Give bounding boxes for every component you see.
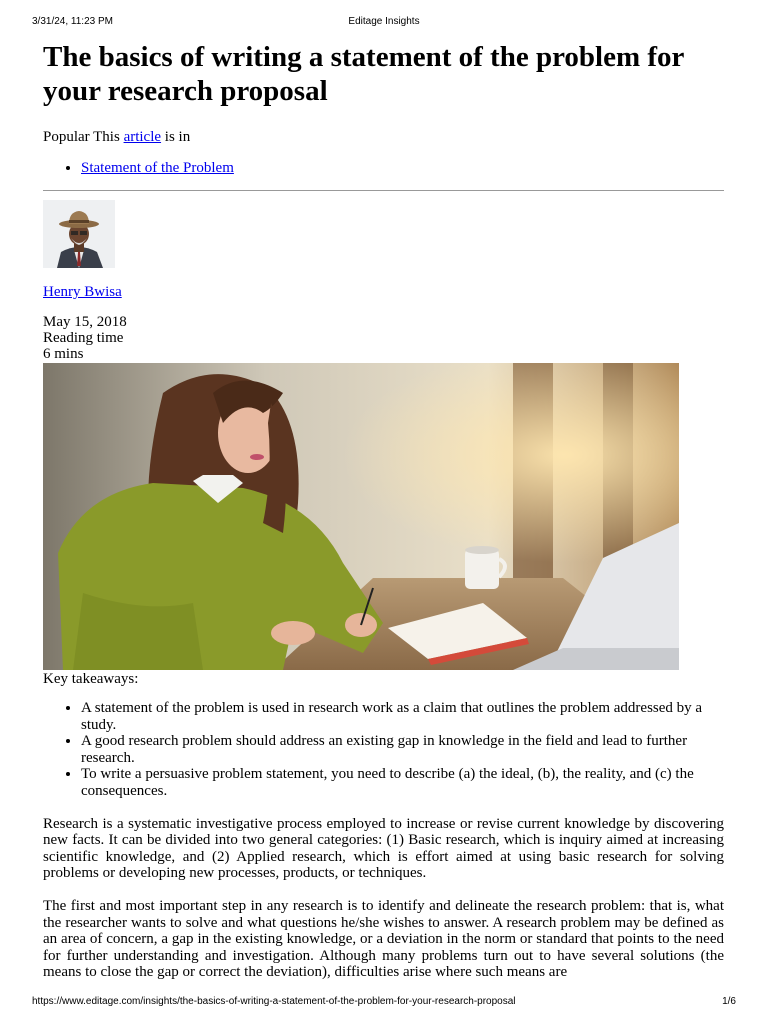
author-link[interactable]: Henry Bwisa	[43, 284, 122, 300]
popular-article-link[interactable]: article	[123, 129, 162, 145]
body-paragraph: Research is a systematic investigative process employed to increase or revise current knowledge by discovering new facts. It can be divided into two general categories: (1) Basic research, which is inquiry aimed at increasing scientific knowledge, and (2) Applied research, which is effort aimed at using basic research for solving problems or developing new processes, products, or techniques.	[43, 815, 724, 882]
article-meta	[43, 314, 724, 362]
key-takeaways-list	[43, 700, 724, 800]
print-footer	[0, 996, 768, 1010]
author-photo	[43, 200, 115, 268]
print-page-number: 1/6	[722, 996, 736, 1007]
author-line	[43, 283, 724, 301]
category-link-statement-of-the-problem[interactable]: Statement of the Problem	[81, 160, 234, 176]
category-list	[43, 159, 724, 177]
print-timestamp: 3/31/24, 11:23 PM	[32, 16, 113, 27]
popular-suffix: is in	[161, 129, 191, 145]
popular-prefix: Popular This	[43, 129, 124, 145]
key-takeaway-item: • A good research problem should address an existing gap in knowledge in the field and lead to further research.	[81, 733, 724, 766]
print-header	[0, 16, 768, 30]
key-takeaways-label: Key takeaways:	[43, 671, 139, 687]
article-title: The basics of writing a statement of the problem for your research proposal	[43, 41, 684, 107]
key-takeaway-item: • A statement of the problem is used in research work as a claim that outlines the problem addressed by a study.	[81, 700, 724, 733]
print-site-title: Editage Insights	[348, 16, 420, 27]
body-paragraph: The first and most important step in any research is to identify and delineate the research problem: that is, what the researcher wants to solve and what questions he/she wishes to answer. A research problem may be defined as an area of concern, a gap in the existing knowledge, or a deviation in the norm or standard that points to the need for further understanding and investigation. Although many problems turn out to have several solutions (the means to close the gap or correct the deviation), difficulties arise where such means are	[43, 897, 724, 981]
reading-time-value: 6 mins	[43, 346, 84, 362]
reading-time-label: Reading time	[43, 330, 124, 346]
divider	[43, 190, 724, 191]
publish-date: May 15, 2018	[43, 314, 127, 330]
popular-line	[43, 128, 724, 146]
hero-image	[43, 363, 679, 670]
key-takeaway-item: • To write a persuasive problem statement, you need to describe (a) the ideal, (b), the reality, and (c) the consequences.	[81, 766, 724, 799]
article	[43, 40, 724, 981]
category-item	[81, 159, 724, 177]
print-url: https://www.editage.com/insights/the-basics-of-writing-a-statement-of-the-problem-for-your-research-proposal	[32, 996, 516, 1007]
author-avatar[interactable]	[43, 200, 115, 268]
